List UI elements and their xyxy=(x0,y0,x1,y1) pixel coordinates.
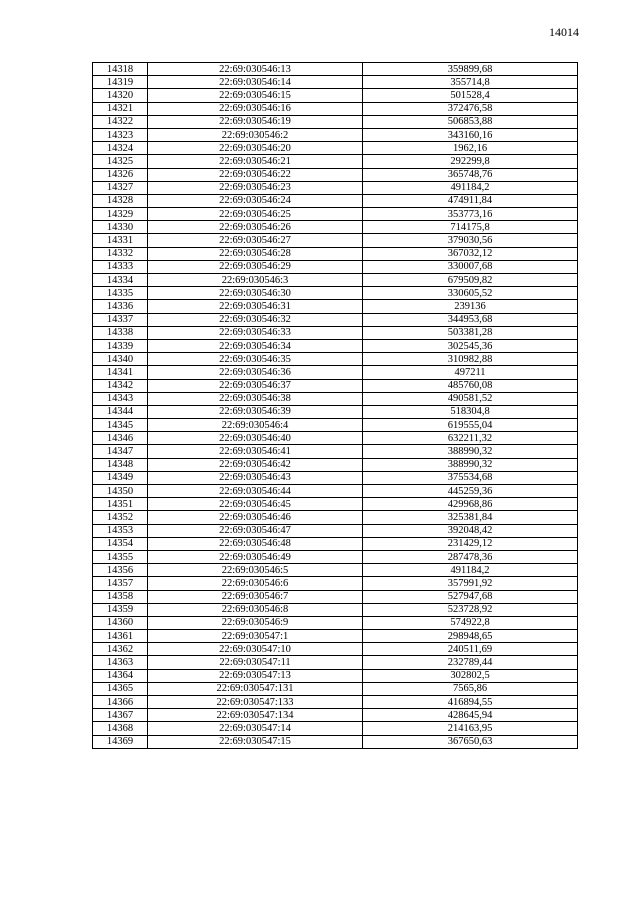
cadastral-number-cell: 22:69:030546:39 xyxy=(148,405,363,418)
cadastral-number-cell: 22:69:030546:37 xyxy=(148,379,363,392)
cadastral-number-cell: 22:69:030547:10 xyxy=(148,643,363,656)
cadastral-value-cell: 445259,36 xyxy=(363,485,578,498)
table-row xyxy=(93,194,578,207)
cadastral-value-cell: 302802,5 xyxy=(363,669,578,682)
cadastral-number-cell: 22:69:030546:21 xyxy=(148,155,363,168)
table-row xyxy=(93,709,578,722)
cadastral-number-cell: 22:69:030546:9 xyxy=(148,616,363,629)
row-number-cell: 14329 xyxy=(93,208,148,221)
cadastral-number-cell: 22:69:030547:134 xyxy=(148,709,363,722)
table-row xyxy=(93,313,578,326)
cadastral-value-cell: 429968,86 xyxy=(363,498,578,511)
cadastral-value-cell: 367650,63 xyxy=(363,735,578,748)
cadastral-value-cell: 428645,94 xyxy=(363,709,578,722)
table-row xyxy=(93,155,578,168)
row-number-cell: 14345 xyxy=(93,419,148,432)
cadastral-number-cell: 22:69:030546:6 xyxy=(148,577,363,590)
table-row xyxy=(93,630,578,643)
table-row xyxy=(93,419,578,432)
row-number-cell: 14361 xyxy=(93,630,148,643)
table-row xyxy=(93,616,578,629)
row-number-cell: 14323 xyxy=(93,128,148,141)
table-row xyxy=(93,590,578,603)
table-row xyxy=(93,392,578,405)
table-row xyxy=(93,142,578,155)
cadastral-value-cell: 7565,86 xyxy=(363,682,578,695)
table-row xyxy=(93,168,578,181)
row-number-cell: 14320 xyxy=(93,89,148,102)
cadastral-number-cell: 22:69:030546:24 xyxy=(148,194,363,207)
table-row xyxy=(93,577,578,590)
cadastral-value-cell: 490581,52 xyxy=(363,392,578,405)
cadastral-value-cell: 240511,69 xyxy=(363,643,578,656)
table-row xyxy=(93,247,578,260)
table-row xyxy=(93,115,578,128)
row-number-cell: 14344 xyxy=(93,405,148,418)
cadastral-number-cell: 22:69:030546:35 xyxy=(148,353,363,366)
cadastral-value-cell: 325381,84 xyxy=(363,511,578,524)
table-row xyxy=(93,669,578,682)
cadastral-value-cell: 302545,36 xyxy=(363,339,578,352)
cadastral-value-cell: 359899,68 xyxy=(363,63,578,76)
row-number-cell: 14350 xyxy=(93,485,148,498)
row-number-cell: 14319 xyxy=(93,76,148,89)
table-row xyxy=(93,696,578,709)
row-number-cell: 14334 xyxy=(93,274,148,287)
cadastral-value-cell: 353773,16 xyxy=(363,208,578,221)
cadastral-number-cell: 22:69:030546:33 xyxy=(148,326,363,339)
table-row xyxy=(93,656,578,669)
cadastral-value-cell: 527947,68 xyxy=(363,590,578,603)
cadastral-value-cell: 619555,04 xyxy=(363,419,578,432)
table-row xyxy=(93,498,578,511)
cadastral-number-cell: 22:69:030546:8 xyxy=(148,603,363,616)
cadastral-number-cell: 22:69:030546:7 xyxy=(148,590,363,603)
table-row xyxy=(93,445,578,458)
cadastral-value-cell: 375534,68 xyxy=(363,471,578,484)
cadastral-value-cell: 310982,88 xyxy=(363,353,578,366)
cadastral-number-cell: 22:69:030546:2 xyxy=(148,128,363,141)
cadastral-value-cell: 379030,56 xyxy=(363,234,578,247)
cadastral-value-cell: 232789,44 xyxy=(363,656,578,669)
row-number-cell: 14366 xyxy=(93,696,148,709)
row-number-cell: 14368 xyxy=(93,722,148,735)
cadastral-number-cell: 22:69:030546:13 xyxy=(148,63,363,76)
row-number-cell: 14333 xyxy=(93,260,148,273)
cadastral-number-cell: 22:69:030546:27 xyxy=(148,234,363,247)
cadastral-number-cell: 22:69:030546:22 xyxy=(148,168,363,181)
table-row xyxy=(93,208,578,221)
row-number-cell: 14332 xyxy=(93,247,148,260)
row-number-cell: 14358 xyxy=(93,590,148,603)
table-row xyxy=(93,221,578,234)
row-number-cell: 14342 xyxy=(93,379,148,392)
table-row xyxy=(93,485,578,498)
cadastral-number-cell: 22:69:030547:14 xyxy=(148,722,363,735)
cadastral-number-cell: 22:69:030546:20 xyxy=(148,142,363,155)
row-number-cell: 14352 xyxy=(93,511,148,524)
cadastral-value-cell: 344953,68 xyxy=(363,313,578,326)
row-number-cell: 14355 xyxy=(93,550,148,563)
cadastral-value-cell: 503381,28 xyxy=(363,326,578,339)
row-number-cell: 14337 xyxy=(93,313,148,326)
cadastral-value-cell: 501528,4 xyxy=(363,89,578,102)
cadastral-value-cell: 474911,84 xyxy=(363,194,578,207)
row-number-cell: 14343 xyxy=(93,392,148,405)
row-number-cell: 14322 xyxy=(93,115,148,128)
cadastral-value-cell: 231429,12 xyxy=(363,537,578,550)
table-row xyxy=(93,260,578,273)
table-row xyxy=(93,524,578,537)
table-row xyxy=(93,603,578,616)
cadastral-value-table xyxy=(92,62,578,749)
row-number-cell: 14347 xyxy=(93,445,148,458)
page-number: 14014 xyxy=(549,25,579,39)
table-row xyxy=(93,379,578,392)
cadastral-number-cell: 22:69:030546:49 xyxy=(148,550,363,563)
table-row xyxy=(93,432,578,445)
row-number-cell: 14339 xyxy=(93,339,148,352)
table-row xyxy=(93,511,578,524)
cadastral-value-cell: 574922,8 xyxy=(363,616,578,629)
row-number-cell: 14360 xyxy=(93,616,148,629)
table-row xyxy=(93,326,578,339)
cadastral-number-cell: 22:69:030547:131 xyxy=(148,682,363,695)
cadastral-value-cell: 416894,55 xyxy=(363,696,578,709)
table-row xyxy=(93,682,578,695)
cadastral-value-cell: 343160,16 xyxy=(363,128,578,141)
row-number-cell: 14326 xyxy=(93,168,148,181)
cadastral-value-cell: 214163,95 xyxy=(363,722,578,735)
row-number-cell: 14330 xyxy=(93,221,148,234)
row-number-cell: 14369 xyxy=(93,735,148,748)
cadastral-number-cell: 22:69:030546:46 xyxy=(148,511,363,524)
table-row xyxy=(93,181,578,194)
cadastral-number-cell: 22:69:030546:38 xyxy=(148,392,363,405)
cadastral-value-cell: 298948,65 xyxy=(363,630,578,643)
cadastral-number-cell: 22:69:030546:19 xyxy=(148,115,363,128)
row-number-cell: 14359 xyxy=(93,603,148,616)
cadastral-number-cell: 22:69:030546:45 xyxy=(148,498,363,511)
row-number-cell: 14338 xyxy=(93,326,148,339)
cadastral-number-cell: 22:69:030547:133 xyxy=(148,696,363,709)
row-number-cell: 14335 xyxy=(93,287,148,300)
cadastral-value-cell: 632211,32 xyxy=(363,432,578,445)
table-row xyxy=(93,287,578,300)
table-row xyxy=(93,722,578,735)
cadastral-value-cell: 239136 xyxy=(363,300,578,313)
cadastral-number-cell: 22:69:030546:3 xyxy=(148,274,363,287)
cadastral-number-cell: 22:69:030546:26 xyxy=(148,221,363,234)
cadastral-value-cell: 388990,32 xyxy=(363,445,578,458)
table-body xyxy=(93,63,578,749)
table-row xyxy=(93,339,578,352)
table-row xyxy=(93,353,578,366)
cadastral-value-cell: 372476,58 xyxy=(363,102,578,115)
table-row xyxy=(93,76,578,89)
cadastral-value-cell: 491184,2 xyxy=(363,181,578,194)
row-number-cell: 14318 xyxy=(93,63,148,76)
cadastral-number-cell: 22:69:030546:34 xyxy=(148,339,363,352)
row-number-cell: 14321 xyxy=(93,102,148,115)
row-number-cell: 14336 xyxy=(93,300,148,313)
row-number-cell: 14367 xyxy=(93,709,148,722)
table-row xyxy=(93,537,578,550)
row-number-cell: 14331 xyxy=(93,234,148,247)
cadastral-value-cell: 392048,42 xyxy=(363,524,578,537)
cadastral-value-cell: 506853,88 xyxy=(363,115,578,128)
cadastral-value-cell: 485760,08 xyxy=(363,379,578,392)
row-number-cell: 14324 xyxy=(93,142,148,155)
cadastral-value-cell: 287478,36 xyxy=(363,550,578,563)
cadastral-value-cell: 330605,52 xyxy=(363,287,578,300)
cadastral-number-cell: 22:69:030546:30 xyxy=(148,287,363,300)
cadastral-value-cell: 1962,16 xyxy=(363,142,578,155)
row-number-cell: 14349 xyxy=(93,471,148,484)
row-number-cell: 14351 xyxy=(93,498,148,511)
cadastral-number-cell: 22:69:030546:28 xyxy=(148,247,363,260)
cadastral-number-cell: 22:69:030546:40 xyxy=(148,432,363,445)
table-row xyxy=(93,550,578,563)
cadastral-value-cell: 497211 xyxy=(363,366,578,379)
row-number-cell: 14325 xyxy=(93,155,148,168)
cadastral-number-cell: 22:69:030546:16 xyxy=(148,102,363,115)
cadastral-number-cell: 22:69:030546:25 xyxy=(148,208,363,221)
cadastral-value-cell: 357991,92 xyxy=(363,577,578,590)
cadastral-value-cell: 518304,8 xyxy=(363,405,578,418)
table-row xyxy=(93,366,578,379)
table-row xyxy=(93,471,578,484)
cadastral-value-cell: 679509,82 xyxy=(363,274,578,287)
cadastral-number-cell: 22:69:030546:15 xyxy=(148,89,363,102)
row-number-cell: 14362 xyxy=(93,643,148,656)
table-row xyxy=(93,564,578,577)
cadastral-value-cell: 491184,2 xyxy=(363,564,578,577)
cadastral-value-cell: 365748,76 xyxy=(363,168,578,181)
row-number-cell: 14327 xyxy=(93,181,148,194)
row-number-cell: 14357 xyxy=(93,577,148,590)
cadastral-value-cell: 367032,12 xyxy=(363,247,578,260)
table-row xyxy=(93,643,578,656)
cadastral-value-cell: 355714,8 xyxy=(363,76,578,89)
cadastral-number-cell: 22:69:030546:36 xyxy=(148,366,363,379)
row-number-cell: 14354 xyxy=(93,537,148,550)
table-row xyxy=(93,128,578,141)
row-number-cell: 14348 xyxy=(93,458,148,471)
cadastral-number-cell: 22:69:030546:31 xyxy=(148,300,363,313)
cadastral-value-cell: 292299,8 xyxy=(363,155,578,168)
cadastral-number-cell: 22:69:030546:42 xyxy=(148,458,363,471)
cadastral-number-cell: 22:69:030546:44 xyxy=(148,485,363,498)
row-number-cell: 14363 xyxy=(93,656,148,669)
table-row xyxy=(93,735,578,748)
table-row xyxy=(93,102,578,115)
cadastral-number-cell: 22:69:030546:48 xyxy=(148,537,363,550)
cadastral-number-cell: 22:69:030546:4 xyxy=(148,419,363,432)
cadastral-number-cell: 22:69:030546:47 xyxy=(148,524,363,537)
row-number-cell: 14365 xyxy=(93,682,148,695)
cadastral-number-cell: 22:69:030546:5 xyxy=(148,564,363,577)
cadastral-value-cell: 523728,92 xyxy=(363,603,578,616)
table-row xyxy=(93,300,578,313)
table-row xyxy=(93,89,578,102)
cadastral-number-cell: 22:69:030547:15 xyxy=(148,735,363,748)
row-number-cell: 14328 xyxy=(93,194,148,207)
cadastral-number-cell: 22:69:030547:11 xyxy=(148,656,363,669)
cadastral-value-cell: 388990,32 xyxy=(363,458,578,471)
table-row xyxy=(93,63,578,76)
cadastral-number-cell: 22:69:030546:41 xyxy=(148,445,363,458)
table-row xyxy=(93,405,578,418)
cadastral-number-cell: 22:69:030546:32 xyxy=(148,313,363,326)
row-number-cell: 14356 xyxy=(93,564,148,577)
table-row xyxy=(93,458,578,471)
cadastral-value-cell: 330007,68 xyxy=(363,260,578,273)
cadastral-number-cell: 22:69:030546:14 xyxy=(148,76,363,89)
cadastral-number-cell: 22:69:030547:1 xyxy=(148,630,363,643)
row-number-cell: 14364 xyxy=(93,669,148,682)
row-number-cell: 14341 xyxy=(93,366,148,379)
table-row xyxy=(93,234,578,247)
cadastral-number-cell: 22:69:030547:13 xyxy=(148,669,363,682)
cadastral-number-cell: 22:69:030546:43 xyxy=(148,471,363,484)
cadastral-number-cell: 22:69:030546:29 xyxy=(148,260,363,273)
row-number-cell: 14346 xyxy=(93,432,148,445)
cadastral-number-cell: 22:69:030546:23 xyxy=(148,181,363,194)
cadastral-value-cell: 714175,8 xyxy=(363,221,578,234)
row-number-cell: 14340 xyxy=(93,353,148,366)
table-row xyxy=(93,274,578,287)
row-number-cell: 14353 xyxy=(93,524,148,537)
